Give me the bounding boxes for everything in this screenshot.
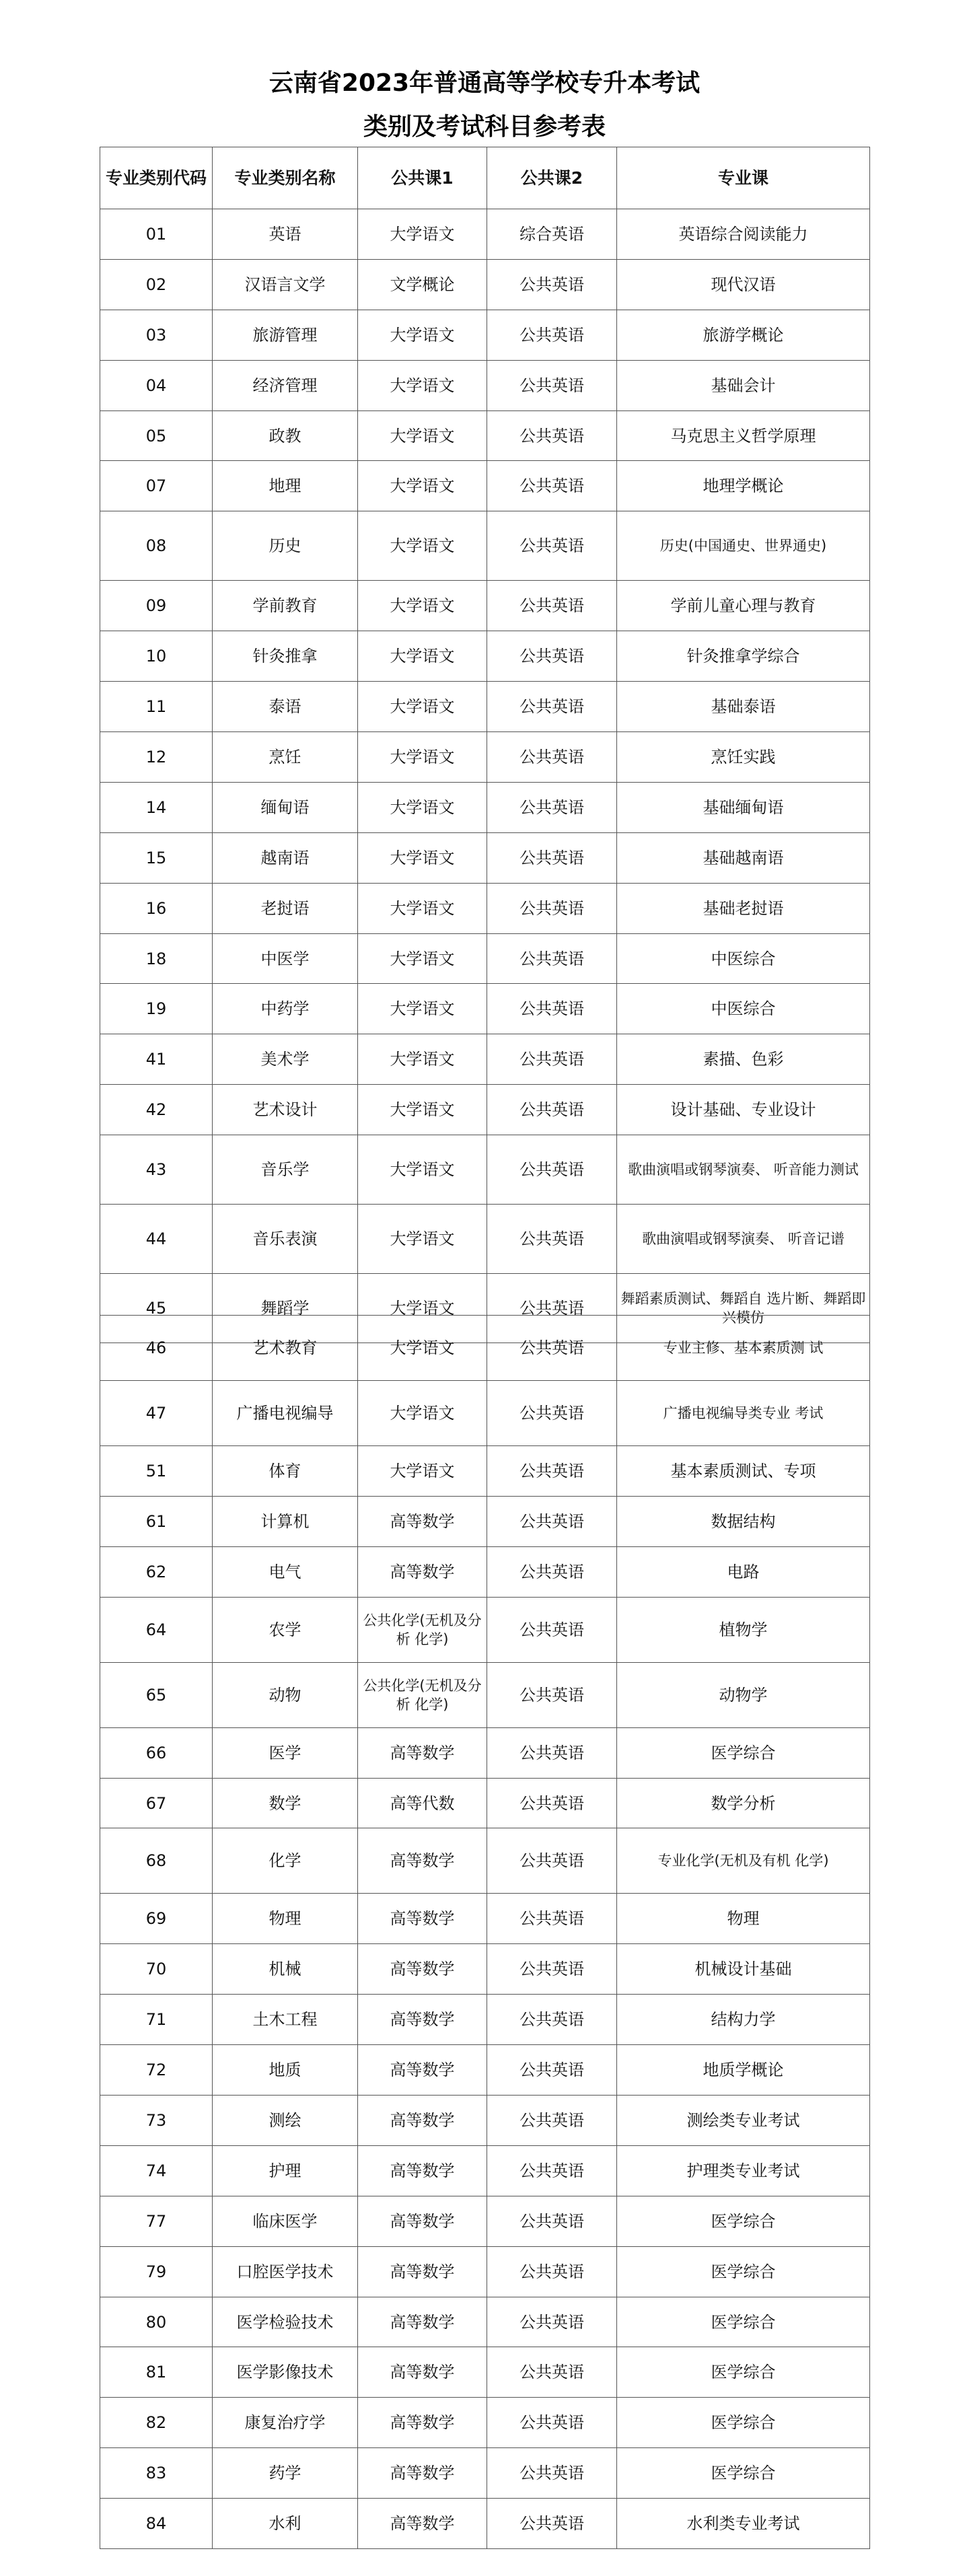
cell-major-course: 历史(中国通史、世界通史) <box>617 511 870 581</box>
cell-public-course-2: 公共英语 <box>487 1944 617 1995</box>
cell-major-code: 68 <box>100 1828 213 1894</box>
cell-major-name: 旅游管理 <box>213 310 358 360</box>
cell-major-code: 09 <box>100 581 213 631</box>
cell-major-course: 数据结构 <box>617 1496 870 1546</box>
cell-public-course-2: 公共英语 <box>487 2398 617 2448</box>
cell-major-course: 结构力学 <box>617 1995 870 2045</box>
table-row <box>100 1034 870 1085</box>
cell-major-name: 中药学 <box>213 984 358 1034</box>
cell-major-code: 02 <box>100 259 213 310</box>
cell-major-name: 数学 <box>213 1778 358 1828</box>
cell-public-course-2: 公共英语 <box>487 883 617 933</box>
cell-public-course-2: 公共英语 <box>487 1778 617 1828</box>
cell-major-code: 12 <box>100 732 213 783</box>
cell-major-name: 农学 <box>213 1597 358 1662</box>
cell-major-code: 45 <box>100 1274 213 1343</box>
cell-major-name: 历史 <box>213 511 358 581</box>
cell-major-course: 地质学概论 <box>617 2045 870 2096</box>
cell-public-course-1: 大学语文 <box>358 682 487 732</box>
cell-major-code: 42 <box>100 1085 213 1135</box>
cell-public-course-1: 高等数学 <box>358 1894 487 1944</box>
cell-major-code: 19 <box>100 984 213 1034</box>
cell-major-name: 汉语言文学 <box>213 259 358 310</box>
table-row <box>100 1597 870 1662</box>
cell-major-course: 水利类专业考试 <box>617 2499 870 2549</box>
cell-public-course-1: 大学语文 <box>358 511 487 581</box>
cell-major-name: 老挝语 <box>213 883 358 933</box>
cell-public-course-1: 高等数学 <box>358 2196 487 2246</box>
table-body-part2 <box>100 1316 870 2549</box>
cell-public-course-2: 公共英语 <box>487 410 617 461</box>
cell-public-course-1: 高等数学 <box>358 2246 487 2297</box>
table-row <box>100 1727 870 1778</box>
cell-public-course-1: 大学语文 <box>358 209 487 260</box>
table-row <box>100 2145 870 2196</box>
cell-public-course-1: 大学语文 <box>358 631 487 682</box>
cell-major-name: 广播电视编导 <box>213 1381 358 1446</box>
cell-major-course: 专业化学(无机及有机 化学) <box>617 1828 870 1894</box>
table-header-row <box>100 147 870 209</box>
table-row <box>100 310 870 360</box>
cell-major-name: 电气 <box>213 1546 358 1597</box>
cell-major-code: 73 <box>100 2096 213 2146</box>
cell-major-code: 65 <box>100 1662 213 1727</box>
cell-public-course-1: 高等数学 <box>358 1727 487 1778</box>
cell-major-code: 71 <box>100 1995 213 2045</box>
cell-public-course-2: 公共英语 <box>487 631 617 682</box>
table-row <box>100 682 870 732</box>
cell-major-name: 越南语 <box>213 832 358 883</box>
cell-major-name: 地理 <box>213 461 358 511</box>
table-row <box>100 1135 870 1205</box>
cell-public-course-2: 公共英语 <box>487 832 617 883</box>
cell-major-course: 设计基础、专业设计 <box>617 1085 870 1135</box>
cell-major-course: 测绘类专业考试 <box>617 2096 870 2146</box>
table-row <box>100 259 870 310</box>
cell-public-course-2: 公共英语 <box>487 2145 617 2196</box>
cell-public-course-1: 大学语文 <box>358 1316 487 1381</box>
cell-major-name: 中医学 <box>213 933 358 984</box>
cell-public-course-2: 公共英语 <box>487 2096 617 2146</box>
cell-major-name: 艺术教育 <box>213 1316 358 1381</box>
cell-major-course: 学前儿童心理与教育 <box>617 581 870 631</box>
cell-major-name: 物理 <box>213 1894 358 1944</box>
table-row <box>100 782 870 832</box>
table-row <box>100 1995 870 2045</box>
cell-major-name: 政教 <box>213 410 358 461</box>
cell-major-course: 广播电视编导类专业 考试 <box>617 1381 870 1446</box>
cell-major-code: 44 <box>100 1205 213 1274</box>
cell-major-name: 艺术设计 <box>213 1085 358 1135</box>
cell-major-code: 08 <box>100 511 213 581</box>
cell-public-course-1: 大学语文 <box>358 782 487 832</box>
cell-major-code: 10 <box>100 631 213 682</box>
cell-public-course-1: 大学语文 <box>358 832 487 883</box>
cell-public-course-1: 大学语文 <box>358 1274 487 1343</box>
cell-major-code: 66 <box>100 1727 213 1778</box>
cell-major-name: 医学检验技术 <box>213 2297 358 2347</box>
cell-major-name: 药学 <box>213 2448 358 2499</box>
cell-public-course-1: 大学语文 <box>358 933 487 984</box>
cell-major-course: 基础会计 <box>617 360 870 410</box>
cell-major-name: 护理 <box>213 2145 358 2196</box>
cell-major-course: 机械设计基础 <box>617 1944 870 1995</box>
cell-public-course-1: 大学语文 <box>358 1085 487 1135</box>
cell-major-name: 针灸推拿 <box>213 631 358 682</box>
cell-public-course-1: 高等数学 <box>358 2045 487 2096</box>
cell-major-code: 43 <box>100 1135 213 1205</box>
table-row <box>100 1944 870 1995</box>
cell-public-course-2: 公共英语 <box>487 984 617 1034</box>
cell-public-course-2: 公共英语 <box>487 1446 617 1497</box>
cell-major-course: 基础越南语 <box>617 832 870 883</box>
table-row <box>100 631 870 682</box>
table-row <box>100 832 870 883</box>
cell-major-code: 07 <box>100 461 213 511</box>
cell-public-course-2: 公共英语 <box>487 933 617 984</box>
cell-public-course-2: 公共英语 <box>487 2246 617 2297</box>
cell-public-course-1: 大学语文 <box>358 1205 487 1274</box>
cell-public-course-2: 公共英语 <box>487 2297 617 2347</box>
cell-major-course: 医学综合 <box>617 1727 870 1778</box>
cell-major-course: 医学综合 <box>617 2398 870 2448</box>
cell-major-code: 47 <box>100 1381 213 1446</box>
cell-major-course: 医学综合 <box>617 2347 870 2398</box>
table-row <box>100 1446 870 1497</box>
header-major-course: 专业课 <box>617 147 870 209</box>
cell-public-course-1: 高等数学 <box>358 1496 487 1546</box>
cell-public-course-1: 大学语文 <box>358 1381 487 1446</box>
cell-major-course: 数学分析 <box>617 1778 870 1828</box>
exam-subjects-table-part1 <box>100 147 870 1343</box>
table-row <box>100 2196 870 2246</box>
cell-major-code: 83 <box>100 2448 213 2499</box>
cell-public-course-1: 大学语文 <box>358 883 487 933</box>
cell-major-course: 医学综合 <box>617 2297 870 2347</box>
cell-public-course-2: 公共英语 <box>487 2448 617 2499</box>
cell-major-code: 72 <box>100 2045 213 2096</box>
table-row <box>100 2045 870 2096</box>
cell-major-course: 物理 <box>617 1894 870 1944</box>
cell-public-course-2: 综合英语 <box>487 209 617 260</box>
cell-major-course: 中医综合 <box>617 984 870 1034</box>
cell-public-course-2: 公共英语 <box>487 732 617 783</box>
cell-public-course-2: 公共英语 <box>487 1995 617 2045</box>
header-public-course-2: 公共课2 <box>487 147 617 209</box>
cell-public-course-2: 公共英语 <box>487 1381 617 1446</box>
cell-public-course-2: 公共英语 <box>487 2347 617 2398</box>
cell-public-course-1: 大学语文 <box>358 360 487 410</box>
cell-major-name: 体育 <box>213 1446 358 1497</box>
cell-major-name: 英语 <box>213 209 358 260</box>
table-row <box>100 1085 870 1135</box>
cell-public-course-1: 公共化学(无机及分析 化学) <box>358 1597 487 1662</box>
cell-major-name: 美术学 <box>213 1034 358 1085</box>
cell-major-code: 84 <box>100 2499 213 2549</box>
table-row <box>100 2398 870 2448</box>
table-row <box>100 732 870 783</box>
cell-public-course-2: 公共英语 <box>487 1316 617 1381</box>
cell-major-name: 经济管理 <box>213 360 358 410</box>
cell-major-course: 烹饪实践 <box>617 732 870 783</box>
cell-major-course: 舞蹈素质测试、舞蹈自 选片断、舞蹈即兴模仿 <box>617 1274 870 1343</box>
cell-major-course: 旅游学概论 <box>617 310 870 360</box>
cell-public-course-2: 公共英语 <box>487 1274 617 1343</box>
cell-public-course-1: 高等数学 <box>358 2297 487 2347</box>
cell-public-course-2: 公共英语 <box>487 1597 617 1662</box>
header-public-course-1: 公共课1 <box>358 147 487 209</box>
table-row <box>100 1662 870 1727</box>
cell-major-course: 马克思主义哲学原理 <box>617 410 870 461</box>
cell-public-course-1: 大学语文 <box>358 581 487 631</box>
cell-public-course-1: 高等数学 <box>358 1944 487 1995</box>
cell-public-course-1: 大学语文 <box>358 984 487 1034</box>
cell-major-course: 歌曲演唱或钢琴演奏、 听音能力测试 <box>617 1135 870 1205</box>
cell-major-code: 04 <box>100 360 213 410</box>
cell-public-course-2: 公共英语 <box>487 2196 617 2246</box>
cell-major-course: 中医综合 <box>617 933 870 984</box>
cell-major-name: 医学 <box>213 1727 358 1778</box>
cell-public-course-2: 公共英语 <box>487 461 617 511</box>
cell-major-name: 舞蹈学 <box>213 1274 358 1343</box>
cell-major-course: 歌曲演唱或钢琴演奏、 听音记谱 <box>617 1205 870 1274</box>
cell-public-course-2: 公共英语 <box>487 360 617 410</box>
table-body-part1 <box>100 209 870 1343</box>
cell-public-course-2: 公共英语 <box>487 682 617 732</box>
cell-public-course-1: 高等数学 <box>358 2448 487 2499</box>
cell-major-code: 81 <box>100 2347 213 2398</box>
table-row <box>100 2096 870 2146</box>
cell-major-code: 01 <box>100 209 213 260</box>
cell-major-code: 62 <box>100 1546 213 1597</box>
cell-public-course-1: 高等数学 <box>358 1546 487 1597</box>
cell-public-course-1: 高等代数 <box>358 1778 487 1828</box>
cell-major-course: 医学综合 <box>617 2246 870 2297</box>
table-row <box>100 511 870 581</box>
cell-major-name: 水利 <box>213 2499 358 2549</box>
table-row <box>100 2448 870 2499</box>
table-row <box>100 2347 870 2398</box>
cell-major-course: 医学综合 <box>617 2448 870 2499</box>
exam-subjects-table-part2 <box>100 1315 870 2549</box>
cell-public-course-2: 公共英语 <box>487 310 617 360</box>
table-row <box>100 360 870 410</box>
cell-public-course-1: 大学语文 <box>358 1034 487 1085</box>
cell-major-code: 77 <box>100 2196 213 2246</box>
table-row <box>100 461 870 511</box>
cell-major-course: 英语综合阅读能力 <box>617 209 870 260</box>
cell-public-course-1: 高等数学 <box>358 2499 487 2549</box>
cell-major-code: 11 <box>100 682 213 732</box>
cell-major-name: 烹饪 <box>213 732 358 783</box>
cell-major-code: 46 <box>100 1316 213 1381</box>
cell-major-course: 基本素质测试、专项 <box>617 1446 870 1497</box>
cell-public-course-1: 高等数学 <box>358 1828 487 1894</box>
header-major-code: 专业类别代码 <box>100 147 213 209</box>
cell-public-course-1: 高等数学 <box>358 2347 487 2398</box>
page-title: 云南省2023年普通高等学校专升本考试 <box>268 69 701 97</box>
cell-public-course-2: 公共英语 <box>487 1034 617 1085</box>
cell-major-code: 15 <box>100 832 213 883</box>
cell-major-course: 动物学 <box>617 1662 870 1727</box>
cell-major-name: 临床医学 <box>213 2196 358 2246</box>
cell-major-course: 护理类专业考试 <box>617 2145 870 2196</box>
cell-public-course-2: 公共英语 <box>487 1496 617 1546</box>
header-major-name: 专业类别名称 <box>213 147 358 209</box>
table-row <box>100 581 870 631</box>
cell-public-course-1: 大学语文 <box>358 732 487 783</box>
cell-major-course: 地理学概论 <box>617 461 870 511</box>
cell-public-course-2: 公共英语 <box>487 1662 617 1727</box>
cell-major-name: 土木工程 <box>213 1995 358 2045</box>
cell-major-code: 41 <box>100 1034 213 1085</box>
cell-major-code: 16 <box>100 883 213 933</box>
table-row <box>100 1316 870 1381</box>
cell-public-course-1: 文学概论 <box>358 259 487 310</box>
cell-public-course-1: 大学语文 <box>358 461 487 511</box>
cell-major-code: 67 <box>100 1778 213 1828</box>
table-row <box>100 1546 870 1597</box>
cell-major-code: 03 <box>100 310 213 360</box>
table-row <box>100 984 870 1034</box>
cell-public-course-1: 大学语文 <box>358 1135 487 1205</box>
table-row <box>100 883 870 933</box>
cell-public-course-2: 公共英语 <box>487 511 617 581</box>
cell-major-name: 缅甸语 <box>213 782 358 832</box>
cell-public-course-1: 高等数学 <box>358 2145 487 2196</box>
table-row <box>100 1205 870 1274</box>
cell-major-code: 61 <box>100 1496 213 1546</box>
table-row <box>100 209 870 260</box>
cell-major-code: 14 <box>100 782 213 832</box>
cell-major-course: 针灸推拿学综合 <box>617 631 870 682</box>
cell-public-course-2: 公共英语 <box>487 2045 617 2096</box>
cell-major-course: 基础老挝语 <box>617 883 870 933</box>
cell-major-name: 地质 <box>213 2045 358 2096</box>
cell-major-course: 基础缅甸语 <box>617 782 870 832</box>
cell-major-name: 动物 <box>213 1662 358 1727</box>
cell-public-course-2: 公共英语 <box>487 1727 617 1778</box>
cell-major-course: 医学综合 <box>617 2196 870 2246</box>
cell-major-name: 泰语 <box>213 682 358 732</box>
cell-public-course-1: 大学语文 <box>358 410 487 461</box>
cell-major-name: 医学影像技术 <box>213 2347 358 2398</box>
cell-public-course-2: 公共英语 <box>487 1085 617 1135</box>
cell-major-name: 学前教育 <box>213 581 358 631</box>
cell-major-name: 音乐表演 <box>213 1205 358 1274</box>
cell-major-course: 电路 <box>617 1546 870 1597</box>
cell-major-name: 音乐学 <box>213 1135 358 1205</box>
cell-major-name: 化学 <box>213 1828 358 1894</box>
cell-major-code: 80 <box>100 2297 213 2347</box>
cell-major-code: 18 <box>100 933 213 984</box>
cell-major-code: 69 <box>100 1894 213 1944</box>
cell-public-course-2: 公共英语 <box>487 1894 617 1944</box>
cell-public-course-1: 高等数学 <box>358 2398 487 2448</box>
table-row <box>100 410 870 461</box>
cell-major-code: 74 <box>100 2145 213 2196</box>
cell-public-course-1: 大学语文 <box>358 1446 487 1497</box>
cell-public-course-1: 大学语文 <box>358 310 487 360</box>
cell-major-course: 基础泰语 <box>617 682 870 732</box>
cell-major-course: 现代汉语 <box>617 259 870 310</box>
table-row <box>100 2499 870 2549</box>
table-row <box>100 1828 870 1894</box>
cell-major-course: 专业主修、基本素质测 试 <box>617 1316 870 1381</box>
cell-major-course: 植物学 <box>617 1597 870 1662</box>
cell-major-name: 康复治疗学 <box>213 2398 358 2448</box>
cell-public-course-2: 公共英语 <box>487 259 617 310</box>
table-row <box>100 1894 870 1944</box>
table-row <box>100 933 870 984</box>
cell-major-name: 计算机 <box>213 1496 358 1546</box>
cell-major-code: 51 <box>100 1446 213 1497</box>
table-row <box>100 2297 870 2347</box>
cell-major-course: 素描、色彩 <box>617 1034 870 1085</box>
table-row <box>100 1778 870 1828</box>
cell-major-name: 测绘 <box>213 2096 358 2146</box>
cell-major-code: 70 <box>100 1944 213 1995</box>
cell-public-course-2: 公共英语 <box>487 1828 617 1894</box>
page-subtitle: 类别及考试科目参考表 <box>363 113 606 141</box>
table-row <box>100 1381 870 1446</box>
cell-public-course-2: 公共英语 <box>487 2499 617 2549</box>
cell-public-course-1: 公共化学(无机及分析 化学) <box>358 1662 487 1727</box>
cell-major-name: 口腔医学技术 <box>213 2246 358 2297</box>
cell-major-code: 05 <box>100 410 213 461</box>
cell-public-course-2: 公共英语 <box>487 782 617 832</box>
cell-public-course-2: 公共英语 <box>487 1135 617 1205</box>
cell-public-course-2: 公共英语 <box>487 1205 617 1274</box>
table-row <box>100 2246 870 2297</box>
table-row <box>100 1496 870 1546</box>
cell-public-course-2: 公共英语 <box>487 1546 617 1597</box>
cell-major-code: 64 <box>100 1597 213 1662</box>
cell-public-course-1: 高等数学 <box>358 1995 487 2045</box>
cell-public-course-1: 高等数学 <box>358 2096 487 2146</box>
cell-public-course-2: 公共英语 <box>487 581 617 631</box>
cell-major-code: 79 <box>100 2246 213 2297</box>
cell-major-code: 82 <box>100 2398 213 2448</box>
cell-major-name: 机械 <box>213 1944 358 1995</box>
